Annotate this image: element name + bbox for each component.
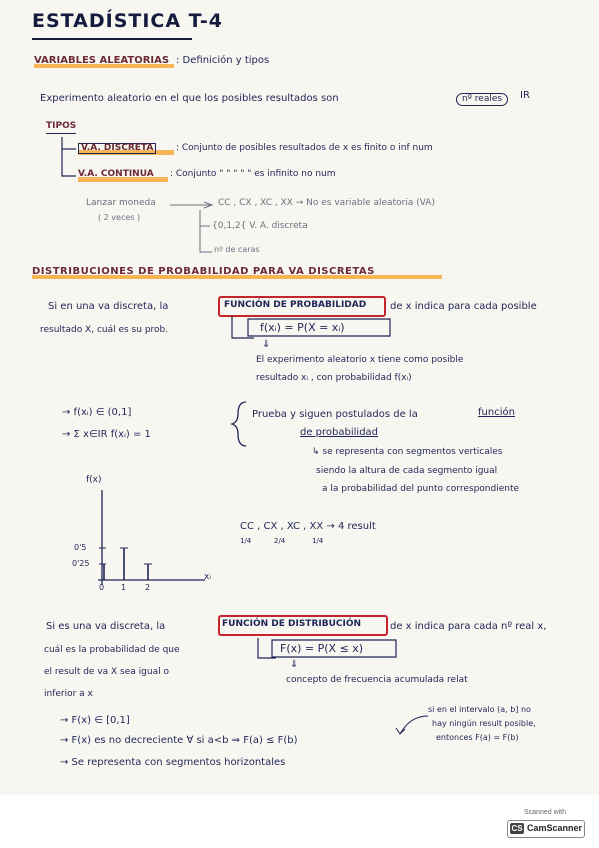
- reales-circled: nº reales: [456, 93, 508, 106]
- concepto-frecuencia: concepto de frecuencia acumulada relat: [286, 675, 468, 685]
- lanzar-moneda: Lanzar moneda: [86, 198, 156, 208]
- outcomes-list: CC , CX , XC , XX → No es variable aleatoria (VA): [218, 198, 435, 208]
- scanned-with-text: Scanned with: [523, 809, 567, 816]
- funcion-underlined: función: [478, 407, 515, 418]
- explicacion-line2: resultado xᵢ , con probabilidad f(xᵢ): [256, 373, 412, 383]
- va-continua-definition: : Conjunto " " " " " es infinito no num: [170, 169, 336, 179]
- funcion-dist-line2: cuál es la probabilidad de que: [44, 645, 180, 655]
- section-heading-distribuciones: DISTRIBUCIONES DE PROBABILIDAD PARA VA DISCRETAS: [32, 266, 375, 277]
- graph-ytick-label-025: 0'25: [72, 559, 90, 568]
- brace-text1: Prueba y siguen postulados de la: [252, 409, 418, 420]
- implies-arrow: ⇓: [262, 339, 271, 350]
- fraction-cx-xc: 2/4: [274, 537, 286, 545]
- funcion-prob-end: de x indica para cada posible: [390, 301, 537, 312]
- tipos-label: TIPOS: [46, 121, 77, 131]
- fraction-xx: 1/4: [312, 537, 324, 545]
- graph-ytick-label-05: 0'5: [74, 543, 87, 552]
- note-line3: entonces F(a) = F(b): [436, 733, 519, 742]
- graph-xtick-label-0: 0: [99, 583, 105, 592]
- implies-arrow-2: ⇓: [290, 659, 299, 670]
- graph-xtick-label-1: 1: [121, 583, 127, 592]
- section-heading-suffix: : Definición y tipos: [176, 55, 270, 66]
- property-no-decreciente: → F(x) es no decreciente ∀ si a<b ⇒ F(a) ≤ F(b): [60, 735, 298, 746]
- property-range: → f(xᵢ) ∈ (0,1]: [62, 407, 132, 418]
- camscanner-icon: CS: [511, 824, 523, 833]
- va-discreta-label: V.A. DISCRETA: [78, 143, 156, 154]
- note-line2: hay ningún result posible,: [432, 719, 536, 728]
- funcion-dist-end: de x indica para cada nº real x,: [390, 621, 547, 632]
- explicacion-line1: El experimento aleatorio x tiene como posible: [256, 355, 464, 365]
- funcion-probabilidad-term: FUNCIÓN DE PROBABILIDAD: [224, 300, 367, 310]
- property-horizontal: → Se representa con segmentos horizontales: [60, 757, 286, 768]
- note-line1: si en el intervalo (a, b] no: [428, 705, 531, 714]
- funcion-prob-line2: resultado X, cuál es su prob.: [40, 325, 169, 335]
- funcion-distribucion-term: FUNCIÓN DE DISTRIBUCIÓN: [222, 619, 362, 629]
- funcion-dist-line4: inferior a x: [44, 689, 93, 699]
- va-discreta-definition: : Conjunto de posibles resultados de x es finito o inf num: [176, 143, 433, 153]
- formula-distribucion: F(x) = P(X ≤ x): [280, 642, 364, 655]
- formula-probabilidad: f(xᵢ) = P(X = xᵢ): [260, 321, 345, 334]
- representation-line3: a la probabilidad del punto correspondiente: [322, 484, 520, 494]
- real-set-symbol: IR: [520, 90, 530, 101]
- page-title: ESTADÍSTICA T-4: [32, 10, 223, 32]
- funcion-prob-intro: Si en una va discreta, la: [48, 301, 169, 312]
- graph-xtick-label-2: 2: [145, 583, 151, 592]
- fraction-cc: 1/4: [240, 537, 252, 545]
- section-heading-variables: VARIABLES ALEATORIAS: [34, 55, 170, 66]
- discrete-values: {0,1,2{ V. A. discreta: [212, 221, 308, 231]
- property-dist-range: → F(x) ∈ [0,1]: [60, 715, 130, 726]
- representation-line1: ↳ se representa con segmentos verticales: [312, 447, 503, 457]
- graph-ylabel: f(x): [86, 475, 102, 485]
- camscanner-logo: [507, 820, 585, 838]
- representation-line2: siendo la altura de cada segmento igual: [316, 466, 498, 476]
- graph-xlabel: xᵢ: [204, 572, 211, 582]
- definition-text: Experimento aleatorio en el que los posibles resultados son: [40, 93, 339, 104]
- va-continua-label: V.A. CONTINUA: [78, 169, 154, 179]
- camscanner-name: CamScanner: [527, 823, 583, 833]
- funcion-dist-line3: el result de va X sea igual o: [44, 667, 169, 677]
- funcion-dist-intro: Si es una va discreta, la: [46, 621, 166, 632]
- combinations: CC , CX , XC , XX → 4 result: [240, 521, 376, 532]
- numero-caras: nº de caras: [214, 245, 260, 254]
- brace-text2: de probabilidad: [300, 427, 379, 438]
- property-sum: → Σ x∈IR f(xᵢ) = 1: [62, 429, 151, 440]
- dos-veces: ( 2 veces ): [98, 213, 141, 222]
